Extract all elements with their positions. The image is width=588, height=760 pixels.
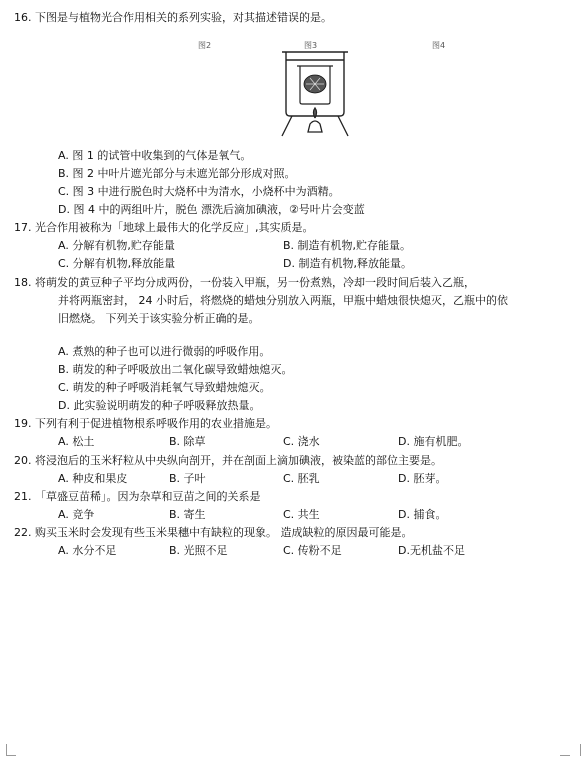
q22-option-d: D.无机盐不足	[398, 544, 465, 557]
q17-option-c: C. 分解有机物,释放能量	[58, 257, 176, 270]
crop-mark-bottom-right-h	[560, 755, 570, 756]
q16-option-c: C. 图 3 中进行脱色时大烧杯中为清水，小烧杯中为酒精。	[58, 185, 340, 198]
q18-option-d: D. 此实验说明萌发的种子呼吸释放热量。	[58, 399, 261, 412]
q17-options-row-1	[58, 237, 568, 254]
q17-option-a: A. 分解有机物,贮存能量	[58, 239, 175, 252]
question-19-stem: 19. 下列有利于促进植物根系呼吸作用的农业措施是。	[14, 417, 277, 430]
leaf-in-beaker	[304, 75, 326, 93]
q20-option-d: D. 胚芽。	[398, 472, 447, 485]
q19-option-a: A. 松土	[58, 435, 95, 448]
q18-option-b: B. 萌发的种子呼吸放出二氧化碳导致蜡烛熄灭。	[58, 363, 293, 376]
crop-mark-bottom-right	[570, 744, 581, 756]
q20-options	[58, 470, 568, 487]
question-16-stem: 16. 下图是与植物光合作用相关的系列实验，对其描述错误的是。	[14, 11, 332, 24]
q18-option-c: C. 萌发的种子呼吸消耗氧气导致蜡烛熄灭。	[58, 381, 271, 394]
q21-option-a: A. 竞争	[58, 508, 95, 521]
question-20-stem: 20. 将浸泡后的玉米籽粒从中央纵向剖开，并在剖面上滴加碘液，被染蓝的部位主要是。	[14, 454, 442, 467]
q18-option-a: A. 煮熟的种子也可以进行微弱的呼吸作用。	[58, 345, 271, 358]
q16-option-b: B. 图 2 中叶片遮光部分与未遮光部分形成对照。	[58, 167, 296, 180]
figure-3-label: 图3	[304, 41, 318, 50]
q21-option-b: B. 寄生	[169, 508, 206, 521]
q16-option-a: A. 图 1 的试管中收集到的气体是氧气。	[58, 149, 252, 162]
q21-option-c: C. 共生	[283, 508, 320, 521]
question-18-line-2: 并将两瓶密封， 24 小时后，将燃烧的蜡烛分别放入两瓶，甲瓶中蜡烛很快熄灭，乙瓶中的依	[58, 294, 508, 307]
q19-options	[58, 433, 568, 450]
q21-option-d: D. 捕食。	[398, 508, 447, 521]
question-22-stem: 22. 购买玉米时会发现有些玉米果穗中有缺粒的现象。 造成缺粒的原因最可能是。	[14, 526, 413, 539]
q19-option-b: B. 除草	[169, 435, 206, 448]
q17-option-b: B. 制造有机物,贮存能量。	[283, 239, 412, 252]
q20-option-a: A. 种皮和果皮	[58, 472, 128, 485]
question-17-stem: 17. 光合作用被称为「地球上最伟大的化学反应」,其实质是。	[14, 221, 314, 234]
q22-option-c: C. 传粉不足	[283, 544, 342, 557]
q22-options	[58, 542, 568, 559]
q21-options	[58, 506, 568, 523]
crop-mark-bottom-left-h	[6, 755, 16, 756]
question-21-stem: 21. 「草盛豆苗稀」。因为杂草和豆苗之间的关系是	[14, 490, 261, 503]
figure-4-label: 图4	[432, 41, 446, 50]
figure-3-beaker-illustration	[272, 46, 362, 138]
q19-option-c: C. 浇水	[283, 435, 320, 448]
q20-option-c: C. 胚乳	[283, 472, 320, 485]
q22-option-a: A. 水分不足	[58, 544, 117, 557]
q22-option-b: B. 光照不足	[169, 544, 228, 557]
tripod-and-burner	[282, 108, 348, 136]
q17-options-row-2	[58, 255, 568, 272]
q16-option-d: D. 图 4 中的两组叶片，脱色 漂洗后滴加碘液，②号叶片会变蓝	[58, 203, 365, 216]
q20-option-b: B. 子叶	[169, 472, 206, 485]
question-18-line-1: 18. 将萌发的黄豆种子平均分成两份，一份装入甲瓶，另一份煮熟，冷却一段时间后装入乙瓶，	[14, 276, 475, 289]
q17-option-d: D. 制造有机物,释放能量。	[283, 257, 412, 270]
figure-2-label: 图2	[198, 41, 212, 50]
question-18-line-3: 旧燃烧。 下列关于该实验分析正确的是。	[58, 312, 260, 325]
q19-option-d: D. 施有机肥。	[398, 435, 469, 448]
